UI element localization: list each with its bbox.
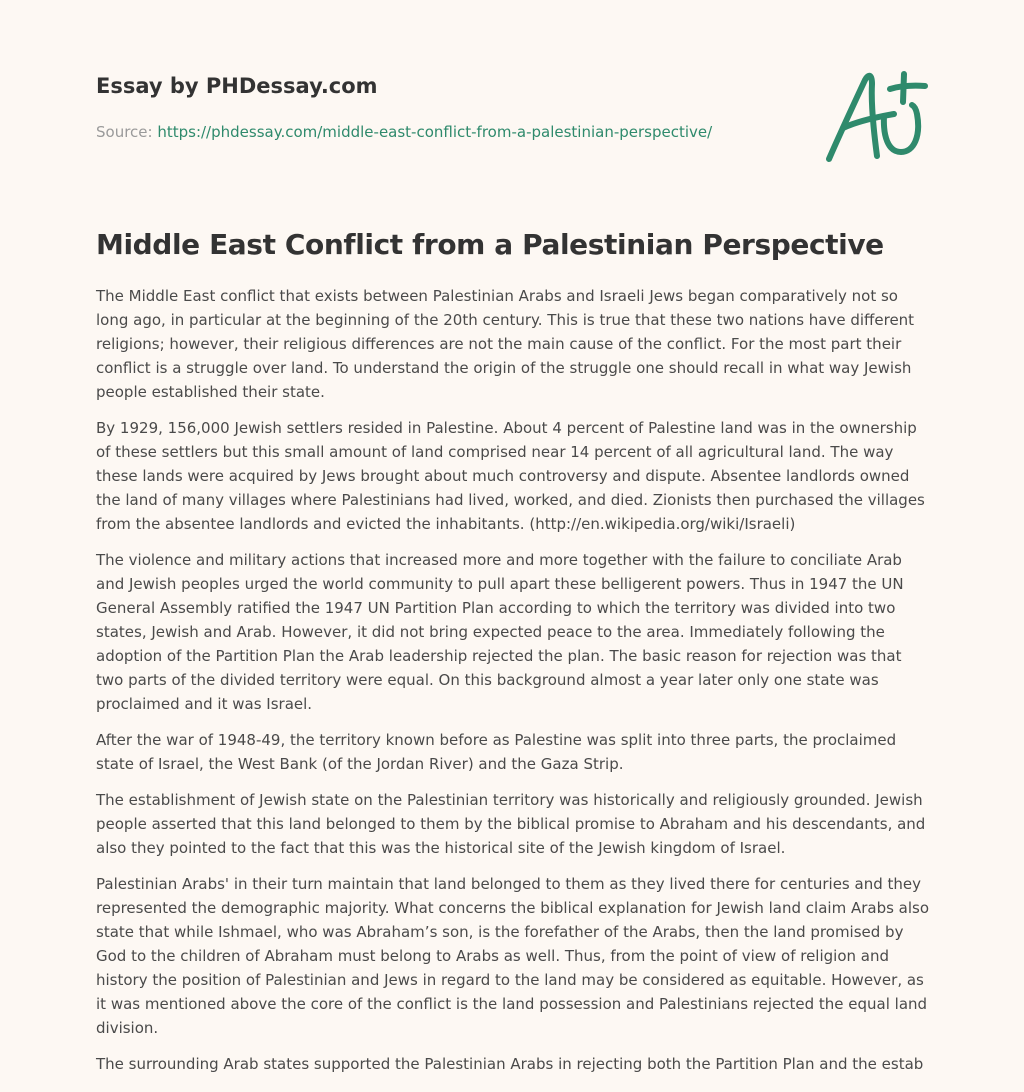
- source-label: Source:: [96, 123, 158, 141]
- article-paragraph: Palestinian Arabs' in their turn maintain that land belonged to them as they lived there for centuries and they represented the demographic majority. What concerns the biblical explanation for Jewish land claim Arabs also state that while Ishmael, who was Abraham’s son, is the forefather of the Arabs, then the land promised by God to the children of Abraham must belong to Arabs as well. Thus, from the point of view of religion and history the position of Palestinian and Jews in regard to the land may be considered as equitable. However, as it was mentioned above the core of the conflict is the land possession and Palestinians rejected the equal land division.: [96, 875, 930, 1037]
- a-plus-logo-icon: [825, 64, 929, 166]
- article-title: Middle East Conflict from a Palestinian Perspective: [96, 228, 884, 261]
- site-brand: Essay by PHDessay.com: [96, 74, 378, 98]
- source-link[interactable]: https://phdessay.com/middle-east-conflict-from-a-palestinian-perspective/: [157, 123, 713, 141]
- article-paragraph: The establishment of Jewish state on the Palestinian territory was historically and religiously grounded. Jewish people asserted that this land belonged to them by the biblical promise to Abraham and his descendants, and also they pointed to the fact that this was the historical site of the Jewish kingdom of Israel.: [96, 791, 926, 857]
- article-body: [96, 284, 932, 1088]
- article-paragraph: By 1929, 156,000 Jewish settlers resided in Palestine. About 4 percent of Palestine land was in the ownership of these settlers but this small amount of land comprised near 14 percent of all agricultural land. The way these lands were acquired by Jews brought about much controversy and dispute. Absentee landlords owned the land of many villages where Palestinians had lived, worked, and died. Zionists then purchased the villages from the absentee landlords and evicted the inhabitants. (http://en.wikipedia.org/wiki/Israeli): [96, 419, 925, 533]
- article-paragraph: The violence and military actions that increased more and more together with the failure to conciliate Arab and Jewish peoples urged the world community to pull apart these belligerent powers. Thus in 1947 the UN General Assembly ratified the 1947 UN Partition Plan according to which the territory was divided into two states, Jewish and Arab. However, it did not bring expected peace to the area. Immediately following the adoption of the Partition Plan the Arab leadership rejected the plan. The basic reason for rejection was that two parts of the divided territory were equal. On this background almost a year later only one state was proclaimed and it was Israel.: [96, 551, 904, 713]
- source-line: [96, 123, 712, 141]
- article-paragraph: After the war of 1948-49, the territory known before as Palestine was split into three parts, the proclaimed state of Israel, the West Bank (of the Jordan River) and the Gaza Strip.: [96, 731, 897, 773]
- article-paragraph: The surrounding Arab states supported the Palestinian Arabs in rejecting both the Partition Plan and the estab: [96, 1055, 924, 1073]
- article-paragraph: The Middle East conflict that exists between Palestinian Arabs and Israeli Jews began comparatively not so long ago, in particular at the beginning of the 20th century. This is true that these two nations have different religions; however, their religious differences are not the main cause of the conflict. For the most part their conflict is a struggle over land. To understand the origin of the struggle one should recall in what way Jewish people established their state.: [96, 287, 915, 401]
